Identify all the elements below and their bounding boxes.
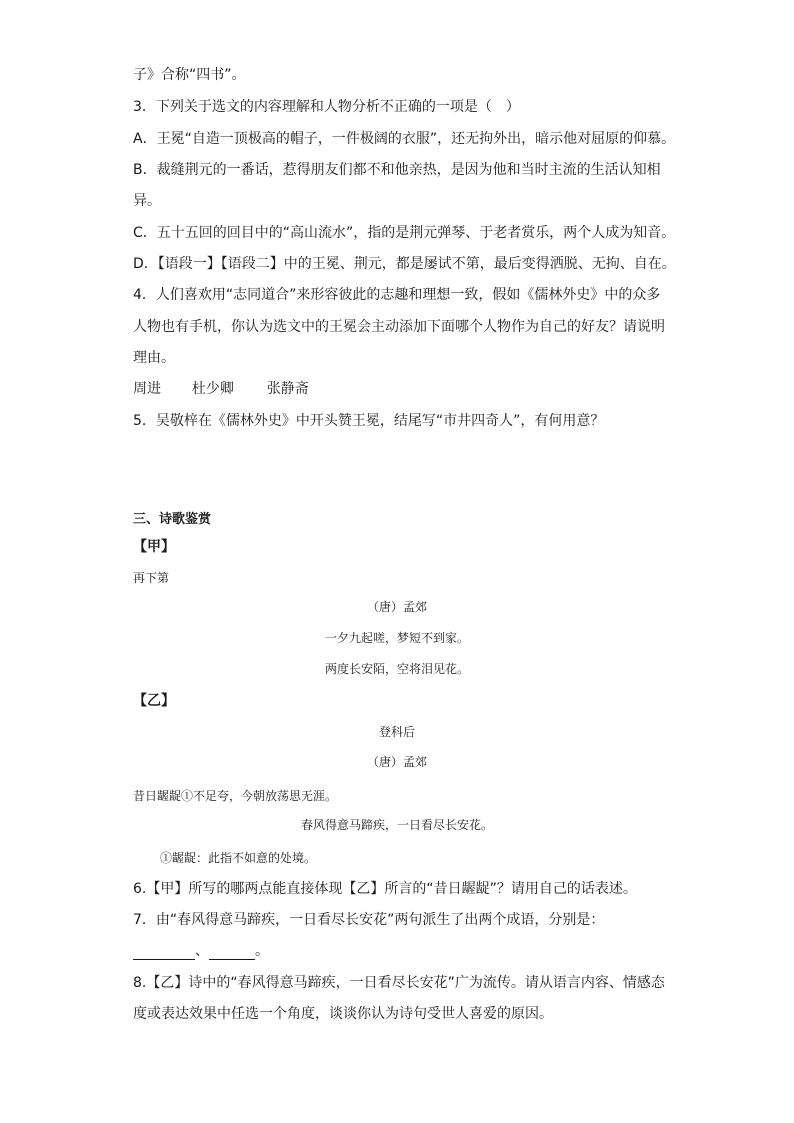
poem-line: 一夕九起嗟，梦短不到家。 — [324, 631, 469, 645]
option-b: B．裁缝荆元的一番话，惹得朋友们都不和他亲热，是因为他和当时主流的生活认知相 — [133, 162, 661, 178]
option-a: A．王冕“自造一顶极高的帽子，一件极阔的衣服”，还无拘外出，暗示他对屈原的仰慕。 — [133, 131, 676, 147]
answer-blanks — [133, 942, 269, 960]
blank-end: 。 — [255, 943, 269, 959]
question-3: 3．下列关于选文的内容理解和人物分析不正确的一项是（ ） — [133, 99, 520, 115]
poem-title: 登科后 — [378, 725, 415, 739]
poem-line: 两度长安陌，空将泪见花。 — [324, 662, 469, 676]
character-option: 周进 — [133, 381, 161, 397]
poem-title: 再下第 — [133, 571, 170, 585]
answer-blank[interactable] — [133, 945, 195, 960]
poem-author: （唐）孟郊 — [366, 600, 427, 614]
poem-line: 昔日龌龊①不足夸，今朝放荡思无涯。 — [133, 789, 338, 803]
question-5: 5．吴敬梓在《儒林外史》中开头赞王冕，结尾写“市井四奇人”，有何用意？ — [133, 413, 605, 429]
answer-blank[interactable] — [209, 945, 255, 960]
option-d: D．【语段一】【语段二】中的王冕、荆元，都是屡试不第，最后变得洒脱、无拘、自在。 — [133, 256, 676, 272]
question-6: 6.【甲】所写的哪两点能直接体现【乙】所言的“昔日龌龊”？请用自己的话表述。 — [133, 881, 637, 897]
text-line: 子》合称“四书”。 — [133, 67, 246, 83]
question-7: 7．由“春风得意马蹄疾，一日看尽长安花”两句派生了出两个成语，分别是： — [133, 912, 605, 928]
character-option: 张静斋 — [266, 381, 309, 397]
question-4: 4．人们喜欢用“志同道合”来形容彼此的志趣和理想一致，假如《儒林外史》中的众多 — [133, 287, 661, 303]
section-heading: 三、诗歌鉴赏 — [133, 512, 212, 527]
question-8-cont: 度或表达效果中任选一个角度，谈谈你认为诗句受世人喜爱的原因。 — [133, 1006, 553, 1022]
option-c: C．五十五回的回目中的“高山流水”，指的是荆元弹琴、于老者赏乐，两个人成为知音。 — [133, 225, 676, 241]
question-4-cont: 人物也有手机，你认为选文中的王冕会主动添加下面哪个人物作为自己的好友？请说明 — [133, 319, 665, 335]
poem-label-jia: 【甲】 — [133, 539, 175, 555]
poem-line: 春风得意马蹄疾，一日看尽长安花。 — [300, 818, 493, 832]
option-b-cont: 异。 — [133, 193, 161, 209]
poem-author: （唐）孟郊 — [366, 755, 427, 769]
character-option: 杜少卿 — [191, 381, 234, 397]
question-8: 8.【乙】诗中的“春风得意马蹄疾，一日看尽长安花”广为流传。请从语言内容、情感态 — [133, 975, 665, 991]
blank-separator: 、 — [195, 943, 209, 959]
character-options — [133, 380, 309, 398]
footnote: ①龌龊：此指不如意的处境。 — [160, 851, 317, 865]
question-4-cont: 理由。 — [133, 350, 175, 366]
poem-label-yi: 【乙】 — [133, 693, 175, 709]
